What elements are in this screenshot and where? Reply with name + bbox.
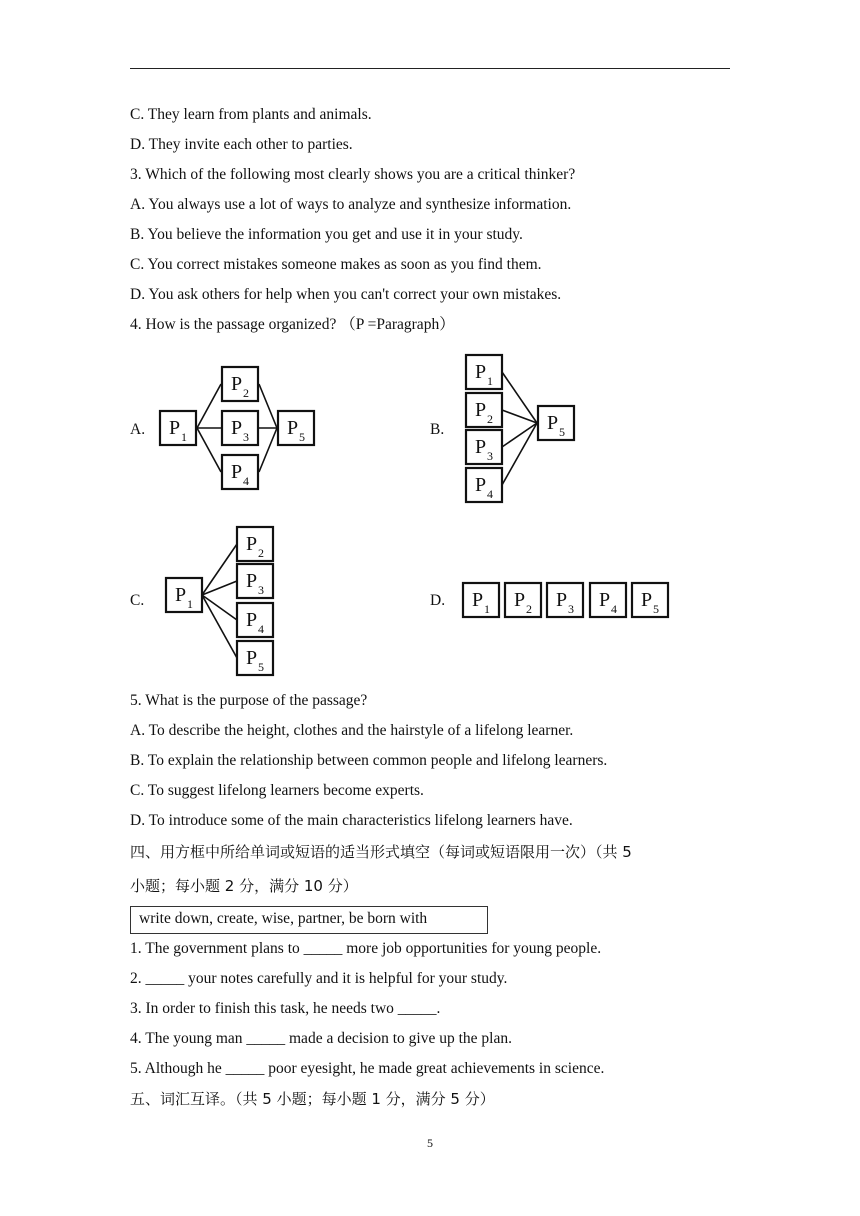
diagram-c [160, 520, 290, 685]
paragraph-letter: P [599, 589, 611, 611]
paragraph-box [538, 406, 574, 440]
paragraph-box [222, 367, 258, 401]
paragraph-box [237, 527, 273, 561]
paragraph-letter: P [556, 589, 568, 611]
paragraph-number: 1 [484, 602, 490, 616]
page-number: 5 [427, 1136, 433, 1150]
q2-option-c: C. They learn from plants and animals. [130, 106, 372, 123]
fill-question-2: 2. _____ your notes carefully and it is helpful for your study. [130, 970, 508, 987]
paragraph-box [278, 411, 314, 445]
q5-question: 5. What is the purpose of the passage? [130, 692, 368, 709]
q5-option-c: C. To suggest lifelong learners become experts. [130, 782, 424, 799]
fill-question-3: 3. In order to finish this task, he needs two _____. [130, 1000, 441, 1017]
paragraph-box [466, 468, 502, 502]
paragraph-letter: P [475, 474, 487, 496]
paragraph-box [547, 583, 583, 617]
paragraph-number: 4 [487, 487, 493, 501]
q3-option-d: D. You ask others for help when you can't correct your own mistakes. [130, 286, 562, 303]
paragraph-number: 1 [487, 374, 493, 388]
paragraph-number: 4 [611, 602, 617, 616]
paragraph-box [237, 564, 273, 598]
paragraph-number: 5 [258, 660, 264, 674]
paragraph-letter: P [231, 461, 243, 483]
paragraph-number: 3 [243, 430, 249, 444]
paragraph-number: 2 [258, 546, 264, 560]
paragraph-letter: P [246, 647, 258, 669]
paragraph-number: 2 [487, 412, 493, 426]
section4-heading: 四、用方框中所给单词或短语的适当形式填空（每词或短语限用一次）（共 5 [130, 843, 632, 861]
paragraph-letter: P [231, 373, 243, 395]
paragraph-number: 5 [653, 602, 659, 616]
fill-question-4: 4. The young man _____ made a decision to give up the plan. [130, 1030, 512, 1047]
fill-question-1: 1. The government plans to _____ more job opportunities for young people. [130, 940, 602, 957]
paragraph-number: 3 [258, 583, 264, 597]
q3-option-a: A. You always use a lot of ways to analyze and synthesize information. [130, 196, 572, 213]
q4-question: 4. How is the passage organized? （P =Paragraph） [130, 316, 455, 333]
paragraph-box [466, 430, 502, 464]
q4-option-b-label: B. [430, 421, 445, 438]
paragraph-number: 5 [299, 430, 305, 444]
paragraph-letter: P [246, 570, 258, 592]
word-box-text: write down, create, wise, partner, be born with [139, 910, 428, 927]
section4-heading-cont: 小题；每小题 2 分，满分 10 分） [130, 877, 358, 895]
paragraph-box [590, 583, 626, 617]
q5-option-b: B. To explain the relationship between common people and lifelong learners. [130, 752, 608, 769]
paragraph-letter: P [175, 584, 187, 606]
paragraph-letter: P [169, 417, 181, 439]
paragraph-number: 3 [487, 449, 493, 463]
paragraph-box [222, 455, 258, 489]
q4-option-d-label: D. [430, 592, 446, 609]
paragraph-box [222, 411, 258, 445]
paragraph-letter: P [641, 589, 653, 611]
paragraph-number: 2 [526, 602, 532, 616]
paragraph-number: 5 [559, 425, 565, 439]
fill-question-5: 5. Although he _____ poor eyesight, he made great achievements in science. [130, 1060, 605, 1077]
paragraph-letter: P [472, 589, 484, 611]
paragraph-letter: P [514, 589, 526, 611]
paragraph-number: 4 [243, 474, 249, 488]
paragraph-letter: P [246, 533, 258, 555]
paragraph-box [463, 583, 499, 617]
q4-option-a-label: A. [130, 421, 146, 438]
paragraph-box [466, 393, 502, 427]
diagram-d [460, 578, 675, 624]
paragraph-number: 3 [568, 602, 574, 616]
paragraph-letter: P [231, 417, 243, 439]
paragraph-letter: P [475, 436, 487, 458]
paragraph-letter: P [547, 412, 559, 434]
paragraph-box [160, 411, 196, 445]
section5-heading: 五、词汇互译。（共 5 小题；每小题 1 分，满分 5 分） [130, 1090, 495, 1108]
q2-option-d: D. They invite each other to parties. [130, 136, 353, 153]
header-rule [130, 68, 730, 69]
diagram-a [155, 360, 325, 500]
paragraph-number: 4 [258, 622, 264, 636]
paragraph-number: 1 [181, 430, 187, 444]
q3-question: 3. Which of the following most clearly shows you are a critical thinker? [130, 166, 576, 183]
paragraph-letter: P [287, 417, 299, 439]
paragraph-letter: P [475, 361, 487, 383]
q4-option-c-label: C. [130, 592, 145, 609]
diagram-b [460, 350, 590, 510]
paragraph-box [466, 355, 502, 389]
paragraph-letter: P [475, 399, 487, 421]
paragraph-box [632, 583, 668, 617]
paragraph-box [237, 641, 273, 675]
paragraph-number: 2 [243, 386, 249, 400]
paragraph-box [505, 583, 541, 617]
q5-option-d: D. To introduce some of the main characteristics lifelong learners have. [130, 812, 573, 829]
paragraph-letter: P [246, 609, 258, 631]
q5-option-a: A. To describe the height, clothes and the hairstyle of a lifelong learner. [130, 722, 574, 739]
q3-option-b: B. You believe the information you get and use it in your study. [130, 226, 523, 243]
paragraph-box [166, 578, 202, 612]
paragraph-box [237, 603, 273, 637]
paragraph-number: 1 [187, 597, 193, 611]
q3-option-c: C. You correct mistakes someone makes as soon as you find them. [130, 256, 542, 273]
word-box [130, 906, 488, 934]
